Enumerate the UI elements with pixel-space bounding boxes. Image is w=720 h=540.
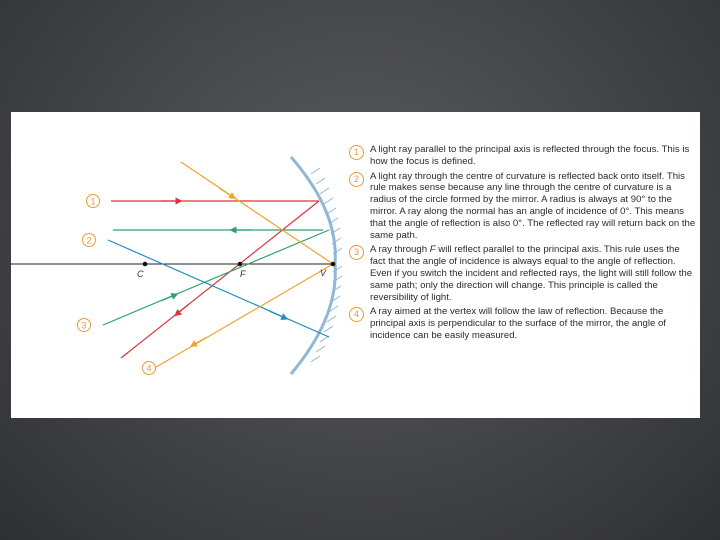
ray-1-reflected-arrow <box>177 304 189 314</box>
point-v-dot <box>331 262 336 267</box>
point-c-dot <box>143 262 148 267</box>
point-f-dot <box>238 262 243 267</box>
ray-4-bottom-arrow <box>193 337 207 345</box>
ray-marker-1 <box>87 195 100 208</box>
concave-mirror <box>291 157 335 374</box>
ray-4-top-arrow <box>219 188 233 197</box>
legend-text-1: A light ray parallel to the principal axis is reflected through the focus. This is how the focus is defined. <box>370 144 690 167</box>
legend-number-1: 1 <box>349 145 364 160</box>
ray-3-incident <box>108 240 329 337</box>
ray-marker-4-label: 4 <box>146 363 152 374</box>
point-v-label: V <box>320 268 327 278</box>
point-c-label: C <box>137 269 144 279</box>
legend-text-2: A light ray through the centre of curvature is reflected back onto itself. This rule makes sense because any line through the centre of curvature is a radius of the circle formed by the mirror. A radius is always at 90° to the mirror. A ray along the normal has an angle of incidence of 0°. This means that the angle of reflection is also 0°. The reflected ray will return back on the same path. <box>370 170 696 241</box>
ray-marker-3-label: 3 <box>81 320 87 331</box>
legend-item-2 <box>349 171 697 242</box>
legend-text-3-after: will reflect parallel to the principal axis. This rule uses the fact that the angle of incidence is always equal to the angle of reflection. Even if you switch the incident and reflected rays, the light will still follow the same path; only the direction will change. This principle is called the reversibility of light. <box>370 244 693 303</box>
ray-marker-3 <box>78 319 91 332</box>
ray-1-reflected <box>121 201 319 358</box>
ray-marker-2 <box>83 234 96 247</box>
ray-4-top <box>181 162 333 264</box>
legend-item-4 <box>349 306 697 341</box>
concave-mirror-diagram <box>11 112 351 418</box>
legend-text-4: A ray aimed at the vertex will follow the law of reflection. Because the principal axis is perpendicular to the surface of the mirror, the angle of incidence can be easily measured. <box>370 306 666 341</box>
ray-marker-4 <box>143 362 156 375</box>
mirror-hatching <box>311 168 342 362</box>
ray-marker-1-label: 1 <box>90 196 96 207</box>
legend-item-3 <box>349 244 697 303</box>
legend-text-3-focal: F <box>429 244 436 256</box>
ray-marker-2-label: 2 <box>86 235 92 246</box>
legend <box>349 144 697 345</box>
legend-item-1 <box>349 144 697 168</box>
ray-2b-arrow <box>161 295 175 301</box>
legend-text-3-before: A ray through <box>370 244 430 256</box>
legend-number-3: 3 <box>349 245 364 260</box>
legend-number-4: 4 <box>349 307 364 322</box>
legend-text-3 <box>370 244 697 303</box>
point-f-label: F <box>240 269 246 279</box>
legend-number-2: 2 <box>349 172 364 187</box>
ray-3-arrow <box>269 311 285 318</box>
slide-panel <box>11 112 700 418</box>
